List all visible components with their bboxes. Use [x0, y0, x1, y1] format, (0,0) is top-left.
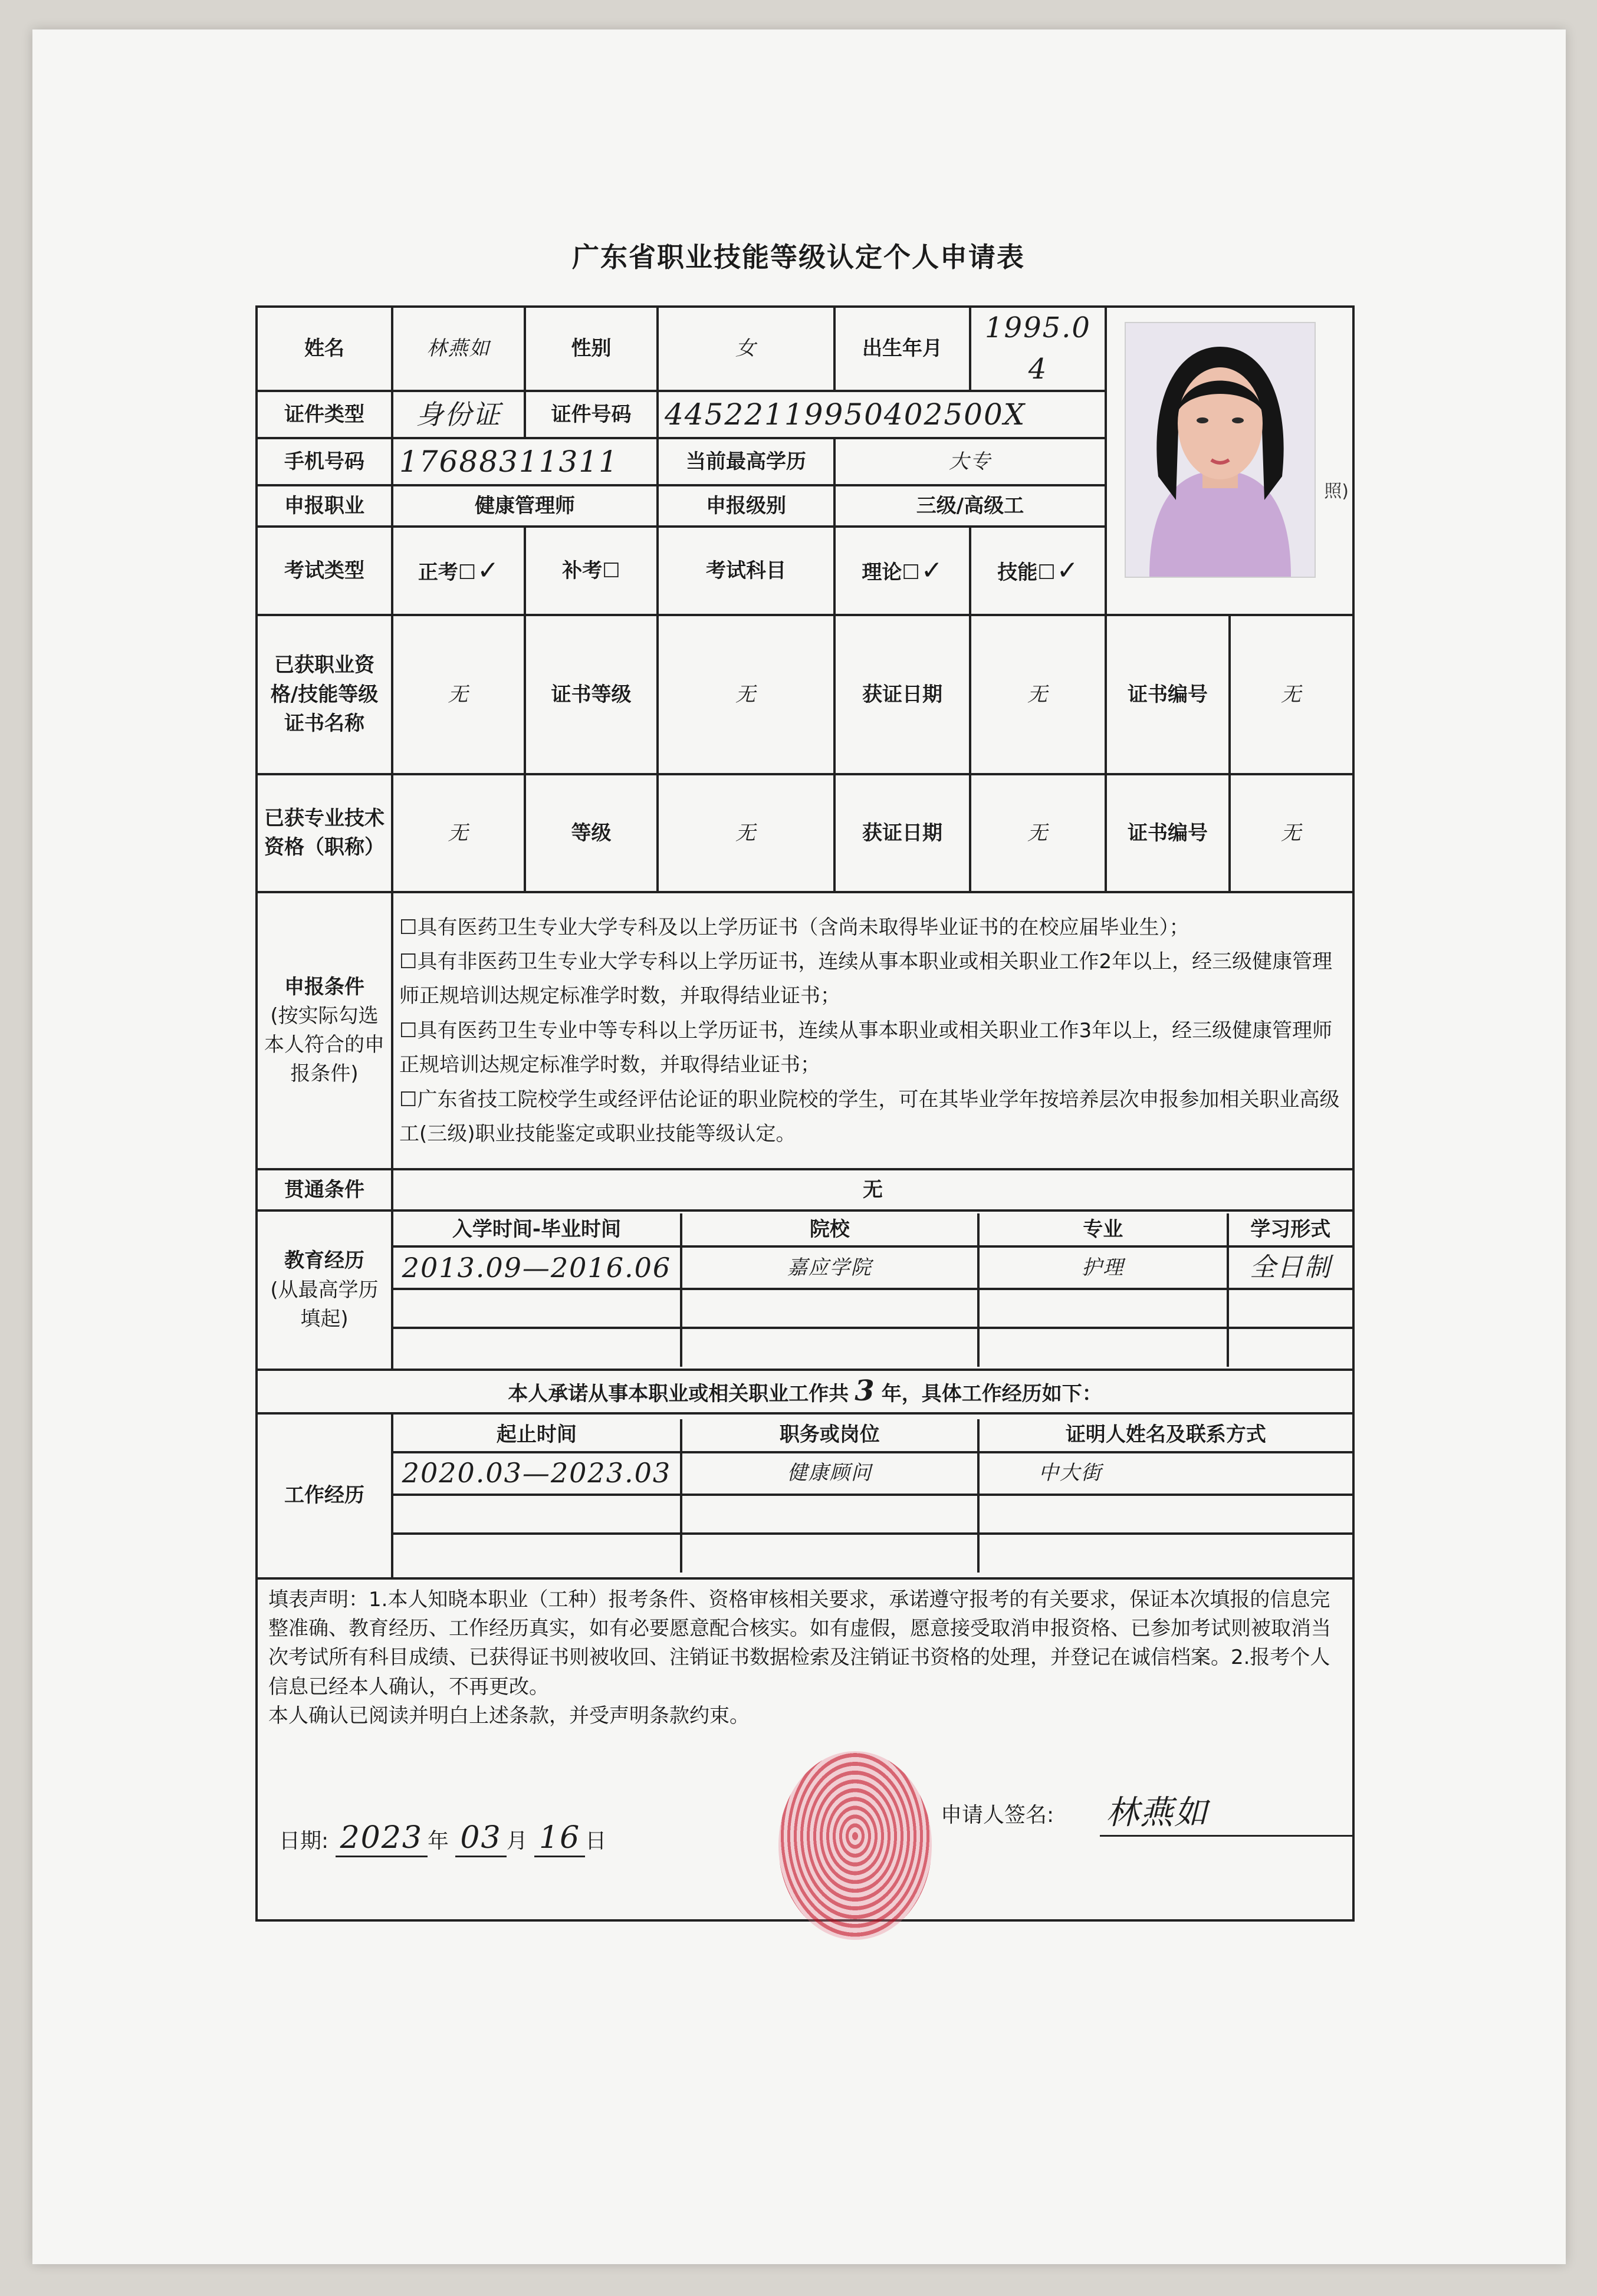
table-row [393, 1452, 1352, 1495]
name-value[interactable]: 林燕如 [392, 307, 525, 391]
edu-header-school: 院校 [681, 1213, 978, 1246]
empty-cell[interactable] [1228, 1328, 1352, 1367]
photo-note: 照) [1324, 481, 1349, 502]
education-table [393, 1213, 1352, 1367]
empty-cell[interactable] [393, 1495, 681, 1534]
edu-header-major: 专业 [978, 1213, 1228, 1246]
occupation-value: 健康管理师 [392, 485, 658, 527]
checkbox-checked-icon: ☐ [902, 561, 920, 585]
condition-item-2[interactable]: ☐具有非医药卫生专业大学专科以上学历证书，连续从事本职业或相关职业工作2年以上，经三级健康管理师正规培训达规定标准学时数，并取得结业证书； [399, 950, 1333, 1008]
label-birth: 出生年月 [834, 307, 970, 391]
label-pass-condition: 贯通条件 [257, 1169, 392, 1211]
subject-option-skill[interactable] [970, 527, 1106, 615]
title-date-value[interactable]: 无 [970, 774, 1106, 892]
id-no-value[interactable]: 44522119950402500X [658, 391, 1106, 438]
label-phone: 手机号码 [257, 438, 392, 485]
conditions-label-cell [257, 892, 392, 1169]
photo-cell [1106, 307, 1353, 615]
edu-school[interactable]: 嘉应学院 [681, 1246, 978, 1289]
level-value: 三级/高级工 [834, 485, 1106, 527]
checkbox-icon: ☐ [602, 558, 620, 583]
checkbox-checked-icon: ☐ [1037, 561, 1056, 585]
label-conditions: 申报条件 [284, 975, 364, 999]
label-grade: 等级 [525, 774, 658, 892]
date-month[interactable]: 03 [455, 1820, 506, 1857]
declaration-text: 填表声明：1.本人知晓本职业（工种）报考条件、资格审核相关要求，承诺遵守报考的有关要求，保证本次填报的信息完整准确、教育经历、工作经历真实，如有必要愿意配合核实。如有虚假，愿意接受取消申报资格、已参加考试则被取消当次考试所有科目成绩、已获得证书则被收回、注销证书数据检索及注销证书资格的处理，并登记在诚信档案。2.报考个人信息已经本人确认，不再更改。 [268, 1587, 1331, 1699]
empty-cell[interactable] [681, 1534, 978, 1573]
date-line [279, 1816, 606, 1860]
edu-major[interactable]: 护理 [978, 1246, 1228, 1289]
work-position[interactable]: 健康顾问 [681, 1452, 978, 1495]
education-table-cell [392, 1211, 1353, 1370]
checkbox-checked-icon: ☐ [458, 561, 477, 585]
edu-header-period: 入学时间-毕业时间 [393, 1213, 681, 1246]
birth-value[interactable]: 1995.04 [970, 307, 1106, 391]
title-no-value[interactable]: 无 [1230, 774, 1353, 892]
table-row [393, 1246, 1352, 1289]
label-qual-cert-name: 已获职业资格/技能等级证书名称 [257, 615, 392, 774]
qual-cert-name-value[interactable]: 无 [392, 615, 525, 774]
fingerprint-icon [778, 1751, 932, 1940]
label-occupation: 申报职业 [257, 485, 392, 527]
id-type-value[interactable]: 身份证 [392, 391, 525, 438]
day-unit: 日 [585, 1828, 607, 1853]
empty-cell[interactable] [978, 1534, 1352, 1573]
label-name: 姓名 [257, 307, 392, 391]
gender-value[interactable]: 女 [658, 307, 834, 391]
work-table-cell [392, 1413, 1353, 1578]
label-exam-subject: 考试科目 [658, 527, 834, 615]
empty-cell[interactable] [393, 1328, 681, 1367]
empty-cell[interactable] [978, 1328, 1228, 1367]
cert-no-value[interactable]: 无 [1230, 615, 1353, 774]
label-exam-type: 考试类型 [257, 527, 392, 615]
work-header-reference: 证明人姓名及联系方式 [978, 1419, 1352, 1452]
month-unit: 月 [506, 1828, 528, 1853]
empty-cell[interactable] [393, 1534, 681, 1573]
signature-label: 申请人签名: [941, 1803, 1054, 1828]
label-cert-date: 获证日期 [834, 615, 970, 774]
label-education: 当前最高学历 [658, 438, 834, 485]
edu-header-mode: 学习形式 [1228, 1213, 1352, 1246]
table-row [393, 1495, 1352, 1534]
exam-option-regular-label: 正考 [418, 561, 458, 585]
label-cert-grade: 证书等级 [525, 615, 658, 774]
subject-option-theory[interactable] [834, 527, 970, 615]
phone-value[interactable]: 17688311311 [392, 438, 658, 485]
condition-item-1[interactable]: ☐具有医药卫生专业大学专科及以上学历证书（含尚未取得毕业证书的在校应届毕业生）； [399, 915, 1189, 939]
checkmark-icon: ✓ [477, 555, 500, 586]
empty-cell[interactable] [978, 1495, 1352, 1534]
date-label: 日期: [279, 1828, 329, 1853]
portrait-illustration [1126, 323, 1315, 577]
condition-item-4[interactable]: ☐广东省技工院校学生或经评估论证的职业院校的学生，可在其毕业学年按培养层次申报参加相关职业高级工(三级)职业技能鉴定或职业技能等级认定。 [399, 1087, 1340, 1146]
subject-theory-label: 理论 [862, 561, 902, 585]
empty-cell[interactable] [681, 1495, 978, 1534]
table-row [393, 1328, 1352, 1367]
date-day[interactable]: 16 [534, 1820, 585, 1857]
exam-option-makeup[interactable] [525, 527, 658, 615]
signature-value[interactable]: 林燕如 [1106, 1794, 1208, 1833]
table-row [393, 1289, 1352, 1328]
checkmark-icon: ✓ [921, 555, 943, 586]
edu-period[interactable]: 2013.09—2016.06 [393, 1246, 681, 1289]
conditions-list [392, 892, 1353, 1169]
work-reference[interactable]: 中大街 [978, 1452, 1352, 1495]
cert-date-value[interactable]: 无 [970, 615, 1106, 774]
subject-skill-label: 技能 [997, 561, 1038, 585]
label-edu-history: 教育经历 [284, 1249, 364, 1273]
exam-option-makeup-label: 补考 [562, 558, 603, 583]
label-level: 申报级别 [658, 485, 834, 527]
conditions-hint: (按实际勾选本人符合的申报条件) [264, 1004, 385, 1086]
checkmark-icon: ✓ [1056, 555, 1079, 586]
work-period[interactable]: 2020.03—2023.03 [393, 1452, 681, 1495]
grade-value[interactable]: 无 [658, 774, 834, 892]
empty-cell[interactable] [681, 1289, 978, 1328]
label-cert-no: 证书编号 [1106, 615, 1230, 774]
edu-hint: (从最高学历填起) [270, 1278, 379, 1331]
work-pledge-suffix: 年，具体工作经历如下： [881, 1382, 1102, 1406]
prof-title-value[interactable]: 无 [392, 774, 525, 892]
label-gender: 性别 [525, 307, 658, 391]
work-pledge [257, 1370, 1353, 1413]
form-title: 广东省职业技能等级认定个人申请表 [572, 241, 1025, 273]
empty-cell[interactable] [1228, 1289, 1352, 1328]
cert-grade-value[interactable]: 无 [658, 615, 834, 774]
date-year[interactable]: 2023 [336, 1820, 428, 1857]
label-title-no: 证书编号 [1106, 774, 1230, 892]
application-form [255, 305, 1355, 1922]
table-row [393, 1534, 1352, 1573]
empty-cell[interactable] [978, 1289, 1228, 1328]
label-prof-title: 已获专业技术资格（职称） [257, 774, 392, 892]
empty-cell[interactable] [681, 1328, 978, 1367]
work-years-value[interactable]: 3 [855, 1374, 876, 1408]
label-id-no: 证件号码 [525, 391, 658, 438]
pass-condition-value[interactable]: 无 [392, 1169, 1353, 1211]
work-pledge-prefix: 本人承诺从事本职业或相关职业工作共 [508, 1382, 849, 1406]
work-header-position: 职务或岗位 [681, 1419, 978, 1452]
applicant-photo [1125, 322, 1316, 578]
work-table [393, 1419, 1352, 1573]
year-unit: 年 [427, 1828, 449, 1853]
empty-cell[interactable] [393, 1289, 681, 1328]
label-id-type: 证件类型 [257, 391, 392, 438]
declaration-confirm: 本人确认已阅读并明白上述条款，并受声明条款约束。 [268, 1703, 750, 1728]
label-title-date: 获证日期 [834, 774, 970, 892]
work-header-period: 起止时间 [393, 1419, 681, 1452]
education-value[interactable]: 大专 [834, 438, 1106, 485]
education-label-cell [257, 1211, 392, 1370]
edu-mode[interactable]: 全日制 [1228, 1246, 1352, 1289]
exam-option-regular[interactable] [392, 527, 525, 615]
condition-item-3[interactable]: ☐具有医药卫生专业中等专科以上学历证书，连续从事本职业或相关职业工作3年以上，经三级健康管理师正规培训达规定标准学时数，并取得结业证书； [399, 1018, 1333, 1077]
label-work-history: 工作经历 [257, 1413, 392, 1578]
